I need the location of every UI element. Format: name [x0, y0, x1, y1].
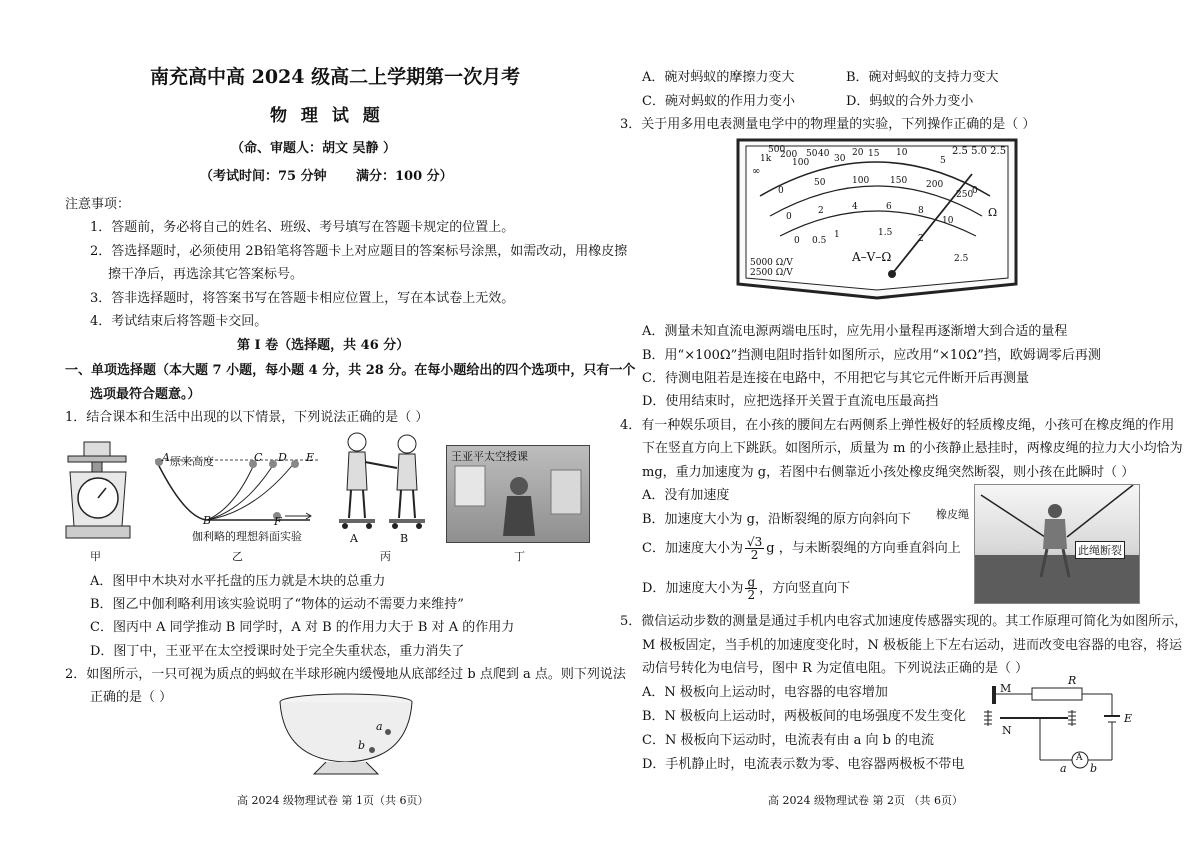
q4-option-c-prefix: C．加速度大小为 — [642, 541, 743, 556]
scale-figure — [62, 440, 134, 548]
ohm-500: 500 — [768, 145, 786, 155]
fraction — [745, 576, 757, 601]
point-label: C — [254, 451, 263, 464]
meter-note-1: 5000 Ω/V — [750, 258, 793, 268]
q2-option-a: A．碗对蚂蚁的摩擦力变大 — [642, 70, 795, 85]
exam-title: 南充高中高 2024 级高二上学期第一次月考 — [150, 66, 521, 88]
q2-option-b: B．碗对蚂蚁的支持力变大 — [846, 70, 999, 85]
authors: （命、审题人：胡文 吴静 ） — [231, 141, 397, 156]
bungee-photo — [974, 484, 1140, 604]
q3-option-c: C．待测电阻若是连接在电路中，不用把它与其它元件断开后再测量 — [642, 371, 1029, 386]
footer-page-1: 高 2024 级物理试卷 第 1页（共 6页） — [237, 794, 429, 807]
q4-option-b: B．加速度大小为 g，沿断裂绳的原方向斜向下 — [642, 512, 912, 527]
notice-item: 擦干净后，再选涂其它答案标号。 — [108, 267, 304, 282]
ac-0: 0 — [794, 236, 800, 246]
q4-option-d-prefix: D．加速度大小为 — [642, 581, 744, 596]
mid-10: 10 — [942, 216, 954, 226]
meter-label: A–V–Ω — [852, 250, 892, 264]
q3-option-b: B．用“×100Ω”挡测电阻时指针如图所示，应改用“×10Ω”挡，欧姆调零后再测 — [642, 348, 1101, 363]
ohm-40: 40 — [818, 149, 830, 159]
part1-heading: 一、单项选择题（本大题 7 小题，每小题 4 分，共 28 分。在每小题给出的四个选项中，只有一个 — [65, 363, 636, 378]
q3-option-d: D．使用结束时，应把选择开关置于直流电压最高挡 — [642, 394, 939, 409]
point-b-label: b — [358, 739, 366, 752]
q5-option-b: B．N 极板向上运动时，两极板间的电场强度不发生变化 — [642, 709, 967, 724]
q4-option-c-suffix: g ，与未断裂绳的方向垂直斜向上 — [766, 541, 961, 556]
q4-stem-cont: 下在竖直方向上下跳跃。如图所示，质量为 m 的小孩静止悬挂时，两橡皮绳的拉力大小均恰为 — [642, 441, 1183, 456]
denominator: 2 — [750, 548, 759, 562]
resistor-label: R — [1068, 674, 1077, 687]
right-range-marks: 2.5 5.0 2.5 — [952, 146, 1007, 157]
dc-250: 250 — [956, 190, 974, 200]
q5-stem: 5．微信运动步数的测量是通过手机内电容式加速度传感器实现的。其工作原理可简化为如图所示， — [620, 614, 1188, 629]
q5-stem-cont: M 极板固定，当手机的加速度变化时，N 极板能上下左右运动，进而改变电容器的电容，将运 — [642, 638, 1182, 653]
plate-m-label: M — [1000, 682, 1012, 695]
point-label: A — [162, 451, 170, 464]
terminal-b-label: b — [1090, 762, 1098, 775]
fig-c-label: 丙 — [380, 550, 391, 563]
q5-option-a: A．N 极板向上运动时，电容器的电容增加 — [642, 685, 888, 700]
ammeter-label: A — [1076, 753, 1083, 763]
q3-option-a: A．测量未知直流电源两端电压时，应先用小量程再逐渐增大到合适的量程 — [642, 324, 1068, 339]
space-class-caption: 王亚平太空授课 — [451, 450, 528, 463]
space-class-photo — [446, 445, 590, 543]
exam-time: （考试时间：75 分钟 — [200, 169, 327, 184]
numerator: √3 — [746, 535, 763, 549]
student-b-label: B — [400, 532, 409, 545]
q5-option-c: C．N 极板向下运动时，电流表有由 a 向 b 的电流 — [642, 733, 935, 748]
orig-height-label: 原来高度 — [170, 455, 214, 468]
dc-0: 0 — [778, 186, 784, 196]
terminal-a-label: a — [1060, 762, 1067, 775]
rope-label: 橡皮绳 — [936, 508, 969, 521]
q2-stem-cont: 正确的是（ ） — [90, 690, 173, 705]
mid-8: 8 — [918, 206, 924, 216]
bowl-figure — [276, 690, 416, 780]
q4-stem-cont2: mg，重力加速度为 g，若图中右侧靠近小孩处橡皮绳突然断裂，则小孩在此瞬时（ ） — [642, 465, 1135, 480]
denominator: 2 — [747, 588, 756, 602]
ohm-100: 100 — [792, 158, 810, 168]
mid-4: 4 — [852, 202, 858, 212]
ohm-inf: ∞ — [752, 166, 761, 177]
meter-note-2: 2500 Ω/V — [750, 268, 793, 278]
footer-page-2: 高 2024 级物理试卷 第 2页 （共 6页） — [768, 794, 963, 807]
dc-50: 50 — [814, 178, 826, 188]
fig-b-label: 乙 — [232, 550, 243, 563]
q3-stem: 3．关于用多用电表测量电学中的物理量的实验，下列操作正确的是（ ） — [620, 117, 1036, 132]
q4-option-a: A．没有加速度 — [642, 488, 730, 503]
fig-d-label: 丁 — [514, 550, 525, 563]
point-label: F — [274, 515, 282, 528]
fig-a-label: 甲 — [90, 550, 101, 563]
ohm-15: 15 — [868, 149, 880, 159]
q1-option-a: A．图甲中木块对水平托盘的压力就是木块的总重力 — [90, 574, 386, 589]
ohm-5: 5 — [940, 156, 946, 166]
section-title: 第 I 卷（选择题，共 46 分） — [237, 338, 410, 353]
ohm-50: 50 — [806, 149, 818, 159]
ac-2.5: 2.5 — [954, 254, 969, 264]
exam-subtitle: 物 理 试 题 — [270, 106, 384, 126]
q2-stem: 2．如图所示，一只可视为质点的蚂蚁在半球形碗内缓慢地从底部经过 b 点爬到 a 点。则下列说法 — [65, 667, 626, 682]
ohm-30: 30 — [834, 154, 846, 164]
fraction — [745, 536, 764, 561]
q2-option-d: D．蚂蚁的合外力变小 — [846, 94, 974, 109]
mid-0: 0 — [786, 212, 792, 222]
q2-option-c: C．碗对蚂蚁的作用力变小 — [642, 94, 795, 109]
ohm-1k: 1k — [760, 154, 772, 164]
q4-option-d — [642, 576, 850, 601]
point-label: B — [203, 514, 212, 527]
notice-title: 注意事项： — [65, 197, 131, 212]
page-2 — [600, 0, 1200, 848]
point-label: D — [278, 451, 287, 464]
skateboard-figure — [335, 430, 435, 540]
emf-label: E — [1124, 712, 1133, 725]
q4-option-c — [642, 536, 961, 561]
ac-0.5: 0.5 — [812, 236, 827, 246]
q1-option-d: D．图丁中，王亚平在太空授课时处于完全失重状态，重力消失了 — [90, 644, 465, 659]
notice-item: 1．答题前，务必将自己的姓名、班级、考号填写在答题卡规定的位置上。 — [90, 220, 515, 235]
q1-option-b: B．图乙中伽利略利用该实验说明了“物体的运动不需要力来维持” — [90, 597, 464, 612]
ohm-10: 10 — [896, 148, 908, 158]
q5-option-d: D．手机静止时，电流表示数为零、电容器两极板不带电 — [642, 757, 965, 772]
dc-150: 150 — [890, 176, 908, 186]
point-label: E — [306, 451, 315, 464]
dc-100: 100 — [852, 176, 870, 186]
q1-stem: 1．结合课本和生活中出现的以下情景，下列说法正确的是（ ） — [65, 410, 429, 425]
part1-heading-cont: 选项最符合题意。） — [90, 387, 201, 402]
full-score: 满分：100 分） — [356, 169, 453, 184]
point-a-label: a — [376, 720, 383, 733]
galileo-caption: 伽利略的理想斜面实验 — [192, 530, 302, 543]
notice-item: 3．答非选择题时，将答案书写在答题卡相应位置上，写在本试卷上无效。 — [90, 291, 515, 306]
notice-item: 4．考试结束后将答题卡交回。 — [90, 314, 268, 329]
ac-1.5: 1.5 — [878, 228, 893, 238]
ac-2: 2 — [918, 234, 924, 244]
q5-stem-cont2: 动信号转化为电信号，图中 R 为定值电阻。下列说法正确的是（ ） — [642, 661, 1029, 676]
student-a-label: A — [350, 532, 358, 545]
q4-option-d-suffix: ，方向竖直向下 — [759, 581, 851, 596]
dc-200: 200 — [926, 180, 944, 190]
q4-stem: 4．有一种娱乐项目，在小孩的腰间左右两侧系上弹性极好的轻质橡皮绳，小孩可在橡皮绳的作用 — [620, 418, 1175, 433]
omega-symbol: Ω — [988, 206, 998, 219]
notice-item: 2．答选择题时，必须使用 2B铅笔将答题卡上对应题目的答案标号涂黑，如需改动，用橡皮擦 — [90, 244, 628, 259]
break-label: 此绳断裂 — [1075, 541, 1125, 559]
ohm-0: 0 — [972, 186, 978, 196]
ac-1: 1 — [834, 230, 840, 240]
q1-option-c: C．图丙中 A 同学推动 B 同学时，A 对 B 的作用力大于 B 对 A 的作用力 — [90, 620, 515, 635]
ohm-20: 20 — [852, 148, 864, 158]
ohm-200: 200 — [780, 150, 798, 160]
mid-6: 6 — [886, 202, 892, 212]
multimeter-figure — [732, 134, 1022, 312]
plate-n-label: N — [1002, 724, 1012, 737]
numerator: g — [747, 575, 756, 589]
mid-2: 2 — [818, 206, 824, 216]
